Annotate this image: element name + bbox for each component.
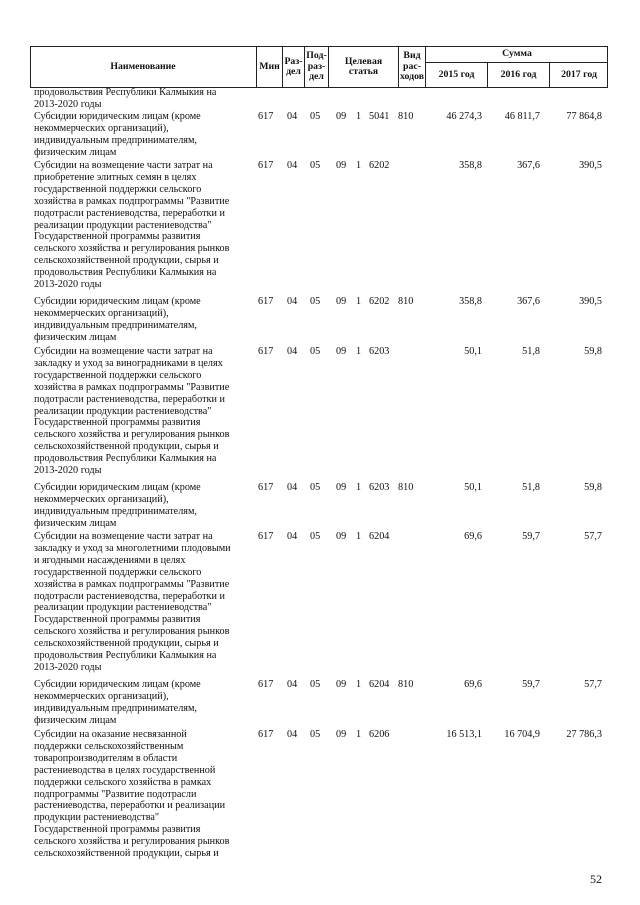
header-2015: 2015 год (426, 62, 488, 88)
cell-target-subprogram: 1 (356, 296, 362, 307)
cell-podrazdel: 05 (310, 679, 321, 690)
header-sum: Сумма (502, 47, 532, 59)
cell-target-code: 6204 (369, 531, 390, 542)
cell-2016: 16 704,9 (504, 729, 540, 740)
cell-razdel: 04 (287, 346, 298, 357)
cell-2017: 77 864,8 (566, 111, 602, 122)
row-name: Субсидии на возмещение части затрат на закладку и уход за виноградниками в целях государственной поддержки сельского хозяйства в рамках подпрограммы "Развитие подотрасли растениеводства, переработки и реализации продукции растениеводства" Государственной программы развития сельского хозяйства и регулирования рынков сельскохозяйственной продукции, сырья и продовольствия Республики Калмыкия на 2013-2020 годы (34, 346, 230, 477)
header-name: Наименование (30, 46, 257, 88)
cell-podrazdel: 05 (310, 482, 321, 493)
row-name: Субсидии на возмещение части затрат на приобретение элитных семян в целях государственной поддержки сельского хозяйства в рамках подпрограммы "Развитие подотрасли растениеводства, переработки и реализации продукции растениеводства" Государственной программы развития сельского хозяйства и регулирования рынков сельскохозяйственной продукции, сырья и продовольствия Республики Калмыкия на 2013-2020 годы (34, 160, 230, 291)
cell-target-code: 5041 (369, 111, 390, 122)
cell-2015: 50,1 (464, 482, 482, 493)
cell-2017: 59,8 (584, 346, 602, 357)
header-expense-type: Вид рас- ходов (399, 46, 426, 88)
cell-target-program: 09 (336, 160, 347, 171)
cell-2017: 27 786,3 (566, 729, 602, 740)
header-razdel: Раз- дел (283, 46, 305, 88)
cell-razdel: 04 (287, 729, 298, 740)
cell-2015: 358,8 (459, 296, 482, 307)
cell-podrazdel: 05 (310, 531, 321, 542)
cell-min: 617 (258, 482, 274, 493)
cell-target-subprogram: 1 (356, 482, 362, 493)
row-name: Субсидии юридическим лицам (кроме некоммерческих организаций), индивидуальным предпринимателям, физическим лицам (34, 482, 201, 529)
cell-expense-type: 810 (398, 296, 414, 307)
cell-target-subprogram: 1 (356, 531, 362, 542)
cell-2017: 57,7 (584, 679, 602, 690)
cell-target-program: 09 (336, 296, 347, 307)
cell-2017: 57,7 (584, 531, 602, 542)
cell-expense-type: 810 (398, 111, 414, 122)
cell-2016: 59,7 (522, 531, 540, 542)
cell-2015: 16 513,1 (446, 729, 482, 740)
row-name: Субсидии юридическим лицам (кроме некоммерческих организаций), индивидуальным предпринимателям, физическим лицам (34, 296, 201, 343)
cell-target-code: 6203 (369, 482, 390, 493)
cell-2016: 367,6 (517, 160, 540, 171)
cell-2015: 69,6 (464, 679, 482, 690)
cell-target-code: 6206 (369, 729, 390, 740)
cell-razdel: 04 (287, 482, 298, 493)
cell-target-program: 09 (336, 482, 347, 493)
cell-razdel: 04 (287, 679, 298, 690)
cell-2016: 59,7 (522, 679, 540, 690)
cell-2015: 50,1 (464, 346, 482, 357)
cell-target-subprogram: 1 (356, 111, 362, 122)
cell-target-code: 6202 (369, 296, 390, 307)
cell-target-program: 09 (336, 729, 347, 740)
cell-min: 617 (258, 111, 274, 122)
cell-min: 617 (258, 296, 274, 307)
row-name: Субсидии юридическим лицам (кроме некоммерческих организаций), индивидуальным предпринимателям, физическим лицам (34, 111, 201, 158)
cell-target-subprogram: 1 (356, 160, 362, 171)
row-name: Субсидии на оказание несвязанной поддержки сельскохозяйственным товаропроизводителям в области растениеводства в целях государственной поддержки сельского хозяйства в рамках подпрограммы "Развитие подотрасли растениеводства, переработки и реализации продукции растениеводства" Государственной программы развития сельского хозяйства и регулирования рынков сельскохозяйственной продукции, сырья и (34, 729, 230, 860)
row-name: Субсидии юридическим лицам (кроме некоммерческих организаций), индивидуальным предпринимателям, физическим лицам (34, 679, 201, 726)
cell-2017: 390,5 (579, 296, 602, 307)
cell-podrazdel: 05 (310, 160, 321, 171)
cell-target-code: 6204 (369, 679, 390, 690)
header-2017: 2017 год (561, 68, 597, 80)
cell-podrazdel: 05 (310, 346, 321, 357)
cell-2016: 51,8 (522, 346, 540, 357)
cell-min: 617 (258, 679, 274, 690)
cell-razdel: 04 (287, 111, 298, 122)
cell-podrazdel: 05 (310, 729, 321, 740)
cell-2015: 46 274,3 (446, 111, 482, 122)
cell-target-program: 09 (336, 679, 347, 690)
cell-target-code: 6203 (369, 346, 390, 357)
cell-target-program: 09 (336, 111, 347, 122)
cell-min: 617 (258, 346, 274, 357)
header-min: Мин (257, 46, 283, 88)
cell-2015: 69,6 (464, 531, 482, 542)
header-podrazdel: Под- раз- дел (305, 46, 329, 88)
cell-razdel: 04 (287, 296, 298, 307)
row-name: Субсидии на возмещение части затрат на закладку и уход за многолетними плодовыми и ягодными насаждениями в целях государственной поддержки сельского хозяйства в рамках подпрограммы "Развитие подотрасли растениеводства, переработки и реализации продукции растениеводства" Государственной программы развития сельского хозяйства и регулирования рынков сельскохозяйственной продукции, сырья и продовольствия Республики Калмыкия на 2013-2020 годы (34, 531, 231, 673)
cell-2016: 51,8 (522, 482, 540, 493)
cell-2017: 59,8 (584, 482, 602, 493)
cell-target-subprogram: 1 (356, 679, 362, 690)
cell-2016: 367,6 (517, 296, 540, 307)
cell-target-program: 09 (336, 531, 347, 542)
cell-2015: 358,8 (459, 160, 482, 171)
table-header (30, 46, 608, 88)
cell-min: 617 (258, 160, 274, 171)
cell-min: 617 (258, 531, 274, 542)
cell-target-subprogram: 1 (356, 346, 362, 357)
cell-min: 617 (258, 729, 274, 740)
cell-target-code: 6202 (369, 160, 390, 171)
page-number: 52 (590, 872, 602, 886)
cell-expense-type: 810 (398, 679, 414, 690)
cell-2016: 46 811,7 (504, 111, 540, 122)
cell-podrazdel: 05 (310, 111, 321, 122)
cell-razdel: 04 (287, 160, 298, 171)
cell-target-subprogram: 1 (356, 729, 362, 740)
header-2016: 2016 год (488, 62, 550, 88)
header-target-article: Целевая статья (329, 46, 399, 88)
cell-expense-type: 810 (398, 482, 414, 493)
cell-razdel: 04 (287, 531, 298, 542)
row-name: продовольствия Республики Калмыкия на 2013-2020 годы (34, 87, 217, 110)
cell-target-program: 09 (336, 346, 347, 357)
cell-podrazdel: 05 (310, 296, 321, 307)
cell-2017: 390,5 (579, 160, 602, 171)
